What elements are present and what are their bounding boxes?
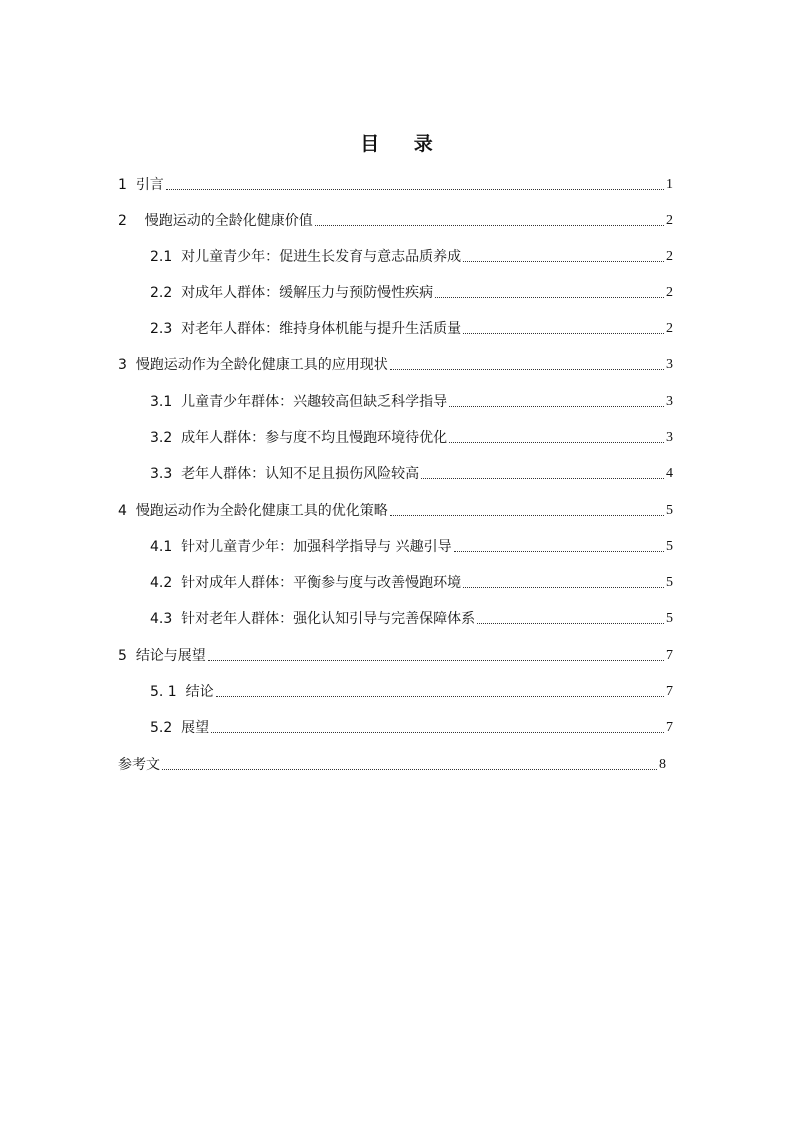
toc-entry-4-3[interactable] (150, 608, 673, 628)
toc-entry-number: 4.1 (150, 539, 182, 555)
toc-entry-number: 5 (118, 648, 136, 664)
toc-entry-references[interactable] (118, 754, 666, 774)
toc-entry-3-2[interactable] (150, 427, 673, 447)
dot-leader (477, 622, 664, 624)
dot-leader (216, 695, 664, 697)
toc-entry-number: 3.1 (150, 394, 182, 410)
toc-entry-4-1[interactable] (150, 536, 673, 556)
toc-entry-text: 对老年人群体：维持身体机能与提升生活质量 (181, 321, 462, 337)
toc-entry-1[interactable] (118, 174, 673, 194)
toc-entry-3-3[interactable] (150, 463, 673, 483)
dot-leader (211, 731, 664, 733)
toc-entry-number: 3.3 (150, 466, 182, 482)
toc-entry-page: 5 (666, 503, 673, 518)
dot-leader (449, 441, 664, 443)
dot-leader (449, 405, 664, 407)
dot-leader (315, 224, 664, 226)
toc-entry-5[interactable] (118, 645, 673, 665)
dot-leader (463, 586, 664, 588)
toc-entry-text: 慢跑运动作为全龄化健康工具的应用现状 (135, 357, 388, 373)
toc-entry-5-1[interactable] (150, 681, 673, 701)
toc-entry-text: 慢跑运动的全龄化健康价值 (144, 213, 313, 229)
toc-entry-5-2[interactable] (150, 717, 673, 737)
dot-leader (162, 768, 657, 770)
toc-entry-text: 慢跑运动作为全龄化健康工具的优化策略 (135, 503, 388, 519)
toc-entry-text: 引言 (135, 177, 164, 193)
dot-leader (390, 514, 664, 516)
toc-title: 目 录 (360, 133, 447, 155)
toc-entry-text: 针对老年人群体：强化认知引导与完善保障体系 (181, 611, 476, 627)
toc-entry-text: 结论 (185, 684, 214, 700)
toc-entry-2-3[interactable] (150, 318, 673, 338)
dot-leader (390, 368, 664, 370)
toc-entry-2[interactable] (118, 210, 673, 230)
toc-entry-text: 针对儿童青少年：加强科学指导与 兴趣引导 (181, 539, 452, 555)
toc-entry-page: 3 (666, 430, 673, 445)
toc-entry-page: 7 (666, 684, 673, 699)
dot-leader (435, 296, 664, 298)
toc-entry-number: 2.3 (150, 321, 182, 337)
dot-leader (463, 260, 664, 262)
toc-entry-page: 2 (666, 285, 673, 300)
toc-entry-2-2[interactable] (150, 282, 673, 302)
toc-entry-page: 5 (666, 575, 673, 590)
toc-entry-number: 5. 1 (150, 684, 186, 700)
toc-entry-text: 儿童青少年群体：兴趣较高但缺乏科学指导 (181, 394, 448, 410)
dot-leader (463, 332, 664, 334)
toc-entry-page: 2 (666, 321, 673, 336)
toc-entry-number: 3.2 (150, 430, 182, 446)
toc-entry-4-2[interactable] (150, 572, 673, 592)
toc-entry-3[interactable] (118, 354, 673, 374)
toc-entry-number: 5.2 (150, 720, 182, 736)
toc-entry-3-1[interactable] (150, 391, 673, 411)
toc-entry-text: 结论与展望 (135, 648, 206, 664)
toc-entry-number: 4.2 (150, 575, 182, 591)
toc-entry-number: 2.2 (150, 285, 182, 301)
toc-entry-page: 8 (659, 757, 666, 772)
toc-entry-text: 针对成年人群体：平衡参与度与改善慢跑环境 (181, 575, 462, 591)
toc-entry-page: 5 (666, 611, 673, 626)
toc-entry-page: 1 (666, 177, 673, 192)
toc-entry-text: 对成年人群体：缓解压力与预防慢性疾病 (181, 285, 434, 301)
toc-entry-text: 老年人群体：认知不足且损伤风险较高 (181, 466, 420, 482)
toc-entry-page: 2 (666, 249, 673, 264)
toc-entry-text: 参考文 (118, 757, 160, 773)
toc-entry-4[interactable] (118, 500, 673, 520)
toc-entry-number: 2 (118, 213, 145, 229)
toc-entry-text: 对儿童青少年：促进生长发育与意志品质养成 (181, 249, 462, 265)
toc-entry-page: 7 (666, 720, 673, 735)
toc-entry-text: 成年人群体：参与度不均且慢跑环境待优化 (181, 430, 448, 446)
toc-entry-2-1[interactable] (150, 246, 673, 266)
toc-entry-text: 展望 (181, 720, 210, 736)
toc-entry-number: 2.1 (150, 249, 182, 265)
dot-leader (421, 477, 664, 479)
toc-entry-page: 2 (666, 213, 673, 228)
toc-entry-number: 1 (118, 177, 136, 193)
dot-leader (208, 659, 664, 661)
toc-entry-page: 3 (666, 357, 673, 372)
toc-entry-page: 5 (666, 539, 673, 554)
toc-entry-page: 3 (666, 394, 673, 409)
toc-entry-page: 7 (666, 648, 673, 663)
dot-leader (454, 550, 664, 552)
toc-entry-number: 4 (118, 503, 136, 519)
toc-entry-number: 4.3 (150, 611, 182, 627)
toc-entry-number: 3 (118, 357, 136, 373)
dot-leader (166, 188, 664, 190)
toc-entry-page: 4 (666, 466, 673, 481)
